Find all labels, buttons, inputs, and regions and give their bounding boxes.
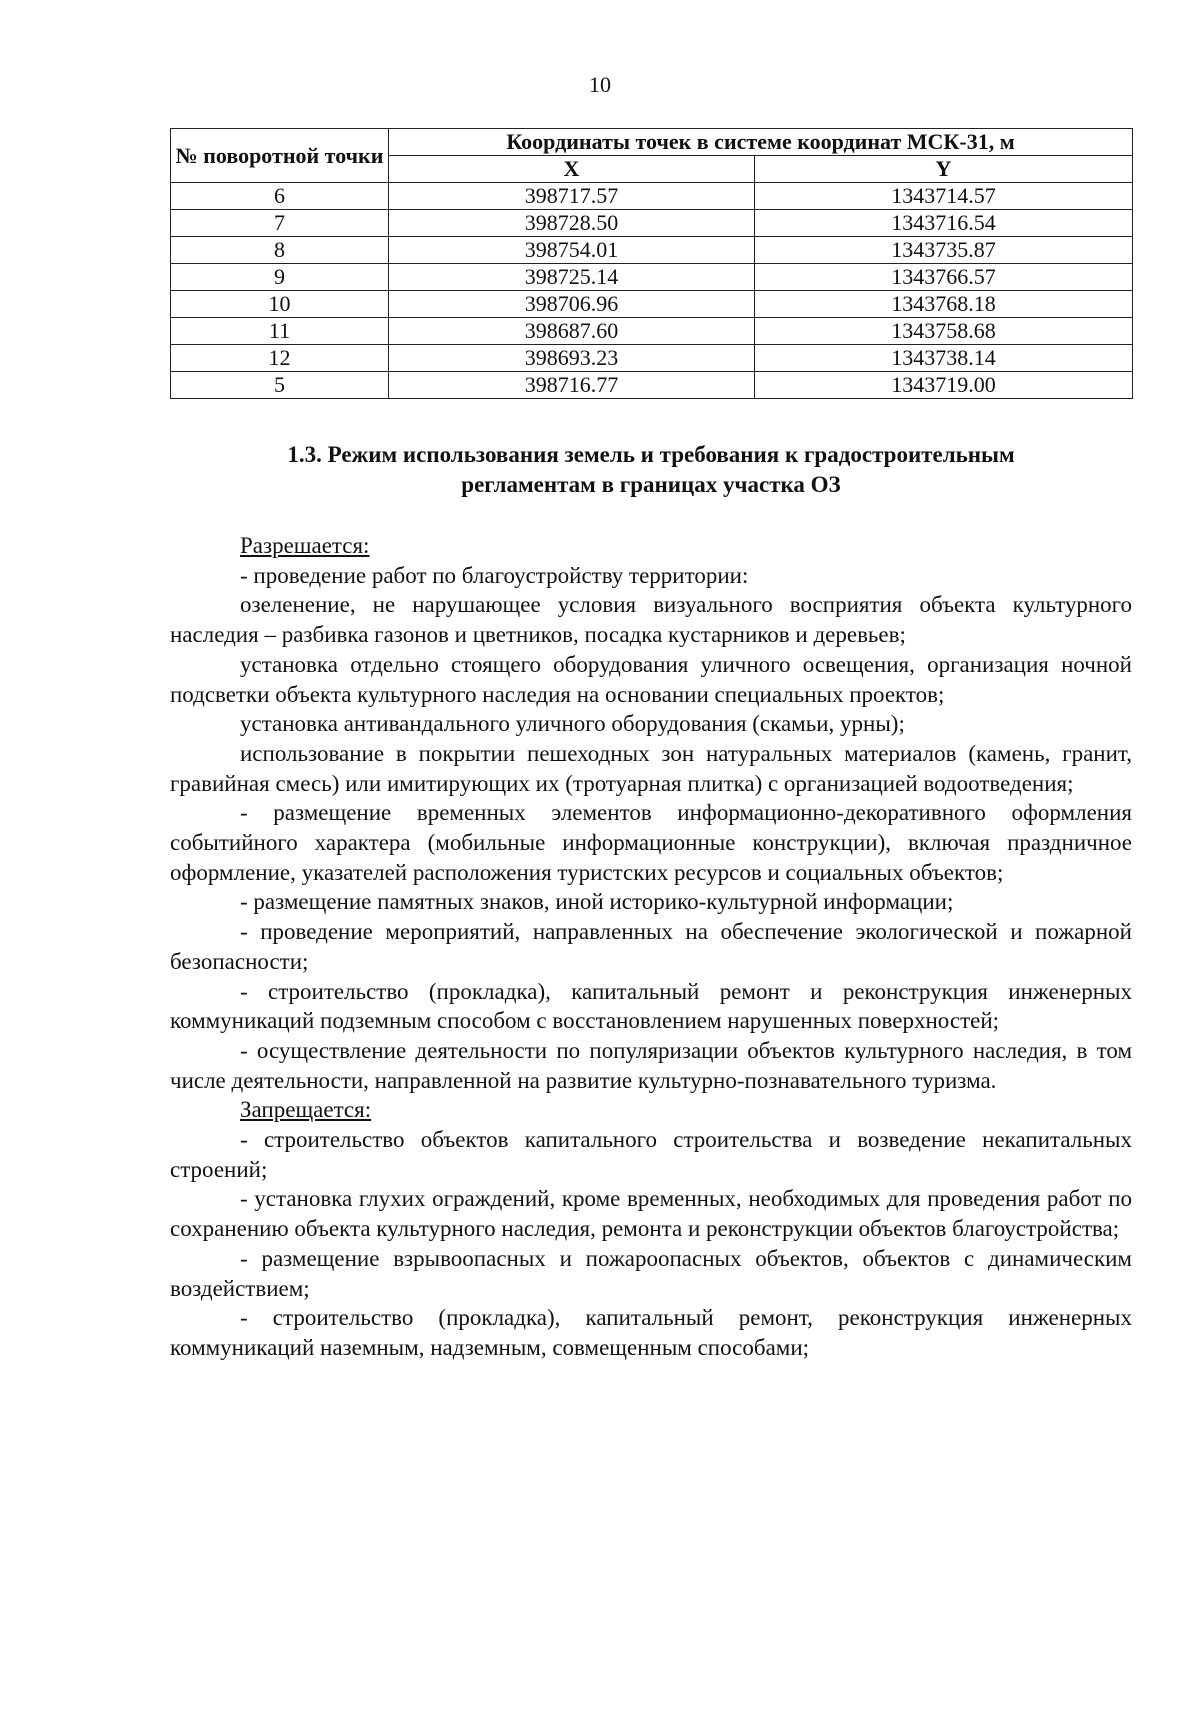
x-cell: 398717.57 — [389, 183, 755, 210]
x-cell: 398693.23 — [389, 345, 755, 372]
point-cell: 6 — [171, 183, 389, 210]
allowed-item: - размещение временных элементов информационно-декоративного оформления событийного характера (мобильные информационные конструкции), включая праздничное оформление, указателей расположения туристских ресурсов и социальных объектов; — [170, 800, 1132, 885]
point-cell: 5 — [171, 372, 389, 399]
x-cell: 398687.60 — [389, 318, 755, 345]
x-cell: 398728.50 — [389, 210, 755, 237]
point-cell: 11 — [171, 318, 389, 345]
forbidden-item: - размещение взрывоопасных и пожароопасных объектов, объектов с динамическим воздействием; — [170, 1245, 1132, 1301]
allowed-item: - размещение памятных знаков, иной историко-культурной информации; — [240, 889, 954, 915]
header-point: № поворотной точки — [171, 129, 389, 183]
allowed-label-text: Разрешается: — [240, 533, 370, 558]
allowed-item: установка антивандального уличного оборудования (скамьи, урны); — [240, 711, 905, 737]
allowed-item: - осуществление деятельности по популяризации объектов культурного наследия, в том числе деятельности, направленной на развитие культурно-познавательного туризма. — [170, 1037, 1132, 1093]
point-cell: 7 — [171, 210, 389, 237]
allowed-item: - проведение мероприятий, направленных на обеспечение экологической и пожарной безопасности; — [170, 919, 1132, 974]
table-row — [171, 372, 1133, 399]
table-row — [171, 237, 1133, 264]
point-cell: 8 — [171, 237, 389, 264]
heading-line-2: регламентам в границах участка ОЗ — [461, 472, 841, 497]
y-cell: 1343738.14 — [755, 345, 1133, 372]
heading-line-1: 1.3. Режим использования земель и требования к градостроительным — [287, 442, 1015, 467]
page-number: 10 — [589, 72, 611, 97]
header-y: Y — [755, 156, 1133, 183]
table-row — [171, 318, 1133, 345]
header-coordinates: Координаты точек в системе координат МСК-31, м — [389, 129, 1133, 156]
point-cell: 10 — [171, 291, 389, 318]
y-cell: 1343766.57 — [755, 264, 1133, 291]
x-cell: 398725.14 — [389, 264, 755, 291]
x-cell: 398706.96 — [389, 291, 755, 318]
y-cell: 1343719.00 — [755, 372, 1133, 399]
y-cell: 1343768.18 — [755, 291, 1133, 318]
x-cell: 398716.77 — [389, 372, 755, 399]
x-cell: 398754.01 — [389, 237, 755, 264]
allowed-item: - проведение работ по благоустройству территории: — [240, 562, 749, 588]
forbidden-label-text: Запрещается: — [240, 1097, 372, 1123]
point-cell: 12 — [171, 345, 389, 372]
allowed-item: установка отдельно стоящего оборудования уличного освещения, организация ночной подсветки объекта культурного наследия на основании специальных проектов; — [170, 651, 1132, 707]
section-content — [170, 440, 1132, 1363]
forbidden-item: - строительство (прокладка), капитальный ремонт, реконструкция инженерных коммуникаций наземным, надземным, совмещенным способами; — [170, 1305, 1132, 1360]
y-cell: 1343735.87 — [755, 237, 1133, 264]
y-cell: 1343758.68 — [755, 318, 1133, 345]
allowed-label — [170, 531, 1132, 561]
table-row — [171, 183, 1133, 210]
allowed-item: использование в покрытии пешеходных зон натуральных материалов (камень, гранит, гравийная смесь) или имитирующих их (тротуарная плитка) с организацией водоотведения; — [170, 740, 1132, 796]
section-heading — [170, 440, 1132, 500]
y-cell: 1343716.54 — [755, 210, 1133, 237]
table-row — [171, 345, 1133, 372]
y-cell: 1343714.57 — [755, 183, 1133, 210]
forbidden-label — [170, 1095, 1132, 1125]
allowed-item: озеленение, не нарушающее условия визуального восприятия объекта культурного наследия – разбивка газонов и цветников, посадка кустарников и деревьев; — [170, 592, 1132, 648]
coordinates-table — [170, 128, 1133, 399]
point-cell: 9 — [171, 264, 389, 291]
forbidden-item: - строительство объектов капитального строительства и возведение некапитальных строений; — [170, 1127, 1132, 1182]
header-x: X — [389, 156, 755, 183]
table-row — [171, 291, 1133, 318]
table-row — [171, 210, 1133, 237]
forbidden-item: - установка глухих ограждений, кроме временных, необходимых для проведения работ по сохранению объекта культурного наследия, ремонта и реконструкции объектов благоустройства; — [170, 1186, 1132, 1242]
table-row — [171, 264, 1133, 291]
allowed-item: - строительство (прокладка), капитальный ремонт и реконструкция инженерных коммуникаций подземным способом с восстановлением нарушенных поверхностей; — [170, 978, 1132, 1034]
